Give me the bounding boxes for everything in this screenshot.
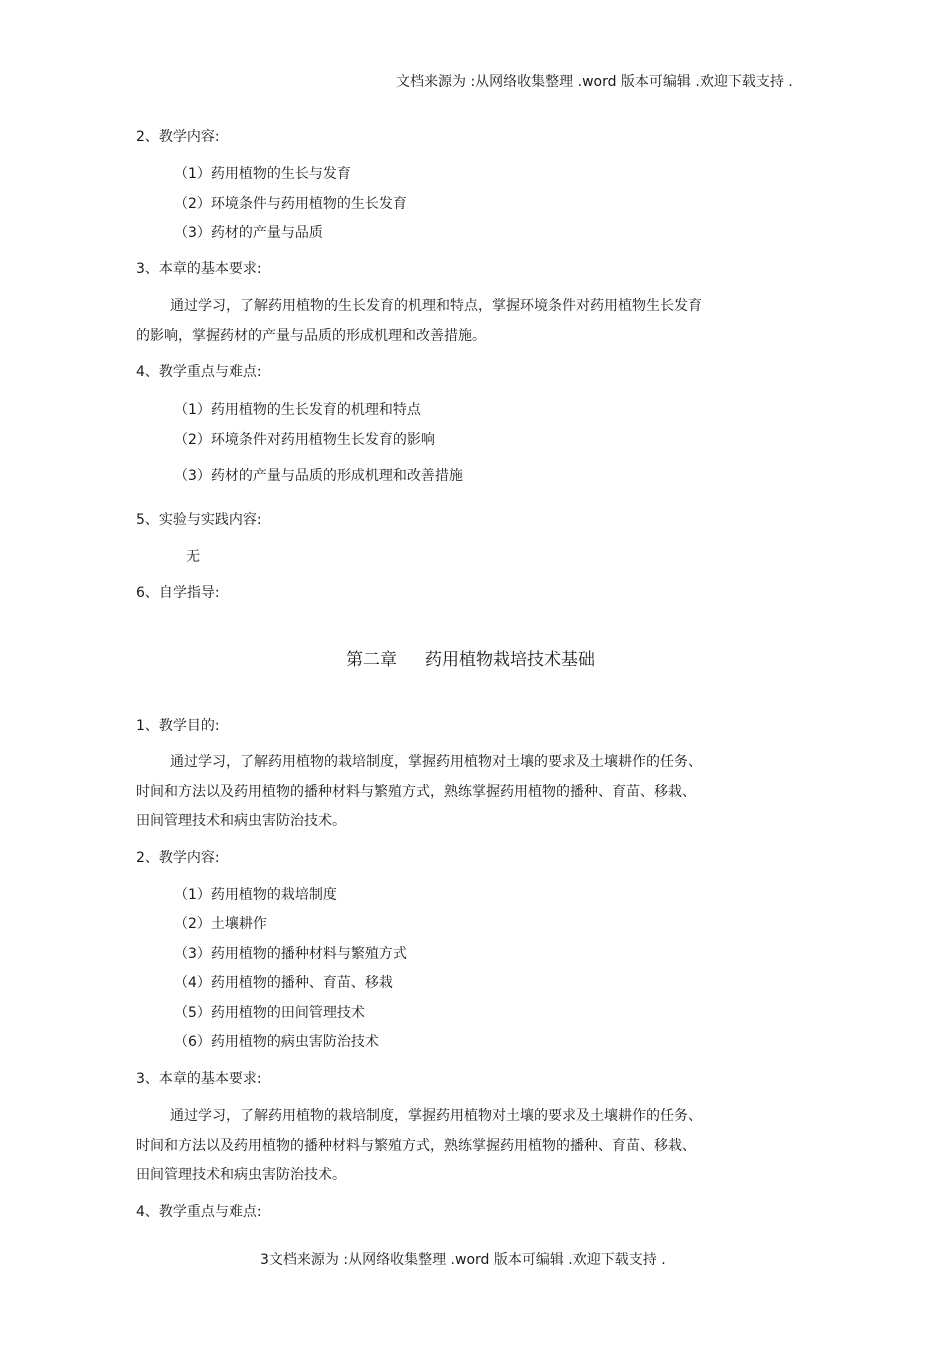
section-heading-teaching-content: 2、教学内容:	[136, 850, 220, 866]
list-item: （2）土壤耕作	[174, 916, 267, 932]
list-item: （2）环境条件与药用植物的生长发育	[174, 196, 407, 212]
paragraph-line: 的影响，掌握药材的产量与品质的形成机理和改善措施。	[136, 328, 486, 344]
list-item: （1）药用植物的生长与发育	[174, 166, 351, 182]
list-item: （3）药材的产量与品质	[174, 225, 323, 241]
section-heading-experiment: 5、实验与实践内容:	[136, 512, 262, 528]
list-item: （1）药用植物的生长发育的机理和特点	[174, 402, 421, 418]
section-heading-requirements: 3、本章的基本要求:	[136, 1071, 262, 1087]
list-item: （4）药用植物的播种、育苗、移栽	[174, 975, 393, 991]
section-heading-self-study: 6、自学指导:	[136, 585, 220, 601]
paragraph-line: 时间和方法以及药用植物的播种材料与繁殖方式，熟练掌握药用植物的播种、育苗、移栽、	[136, 784, 696, 800]
list-item: （2）环境条件对药用植物生长发育的影响	[174, 432, 435, 448]
paragraph-line: 田间管理技术和病虫害防治技术。	[136, 813, 346, 829]
chapter-name: 药用植物栽培技术基础	[425, 650, 595, 670]
section-heading-focus: 4、教学重点与难点:	[136, 364, 262, 380]
footer-text: 文档来源为 :从网络收集整理 .word 版本可编辑 .欢迎下载支持 .	[268, 1252, 666, 1268]
section-heading-focus: 4、教学重点与难点:	[136, 1204, 262, 1220]
page-header: 文档来源为 :从网络收集整理 .word 版本可编辑 .欢迎下载支持 .	[396, 74, 793, 90]
section-heading-goal: 1、教学目的:	[136, 718, 220, 734]
page-footer	[260, 1250, 666, 1270]
paragraph-line: 田间管理技术和病虫害防治技术。	[136, 1167, 346, 1183]
section-heading-teaching-content: 2、教学内容:	[136, 129, 220, 145]
paragraph-line: 通过学习，了解药用植物的栽培制度，掌握药用植物对土壤的要求及土壤耕作的任务、	[170, 754, 702, 770]
experiment-value: 无	[186, 549, 200, 565]
list-item: （6）药用植物的病虫害防治技术	[174, 1034, 379, 1050]
list-item: （3）药材的产量与品质的形成机理和改善措施	[174, 468, 463, 484]
paragraph-line: 时间和方法以及药用植物的播种材料与繁殖方式，熟练掌握药用植物的播种、育苗、移栽、	[136, 1138, 696, 1154]
chapter-number: 第二章	[346, 650, 397, 670]
paragraph-line: 通过学习，了解药用植物的生长发育的机理和特点，掌握环境条件对药用植物生长发育	[170, 298, 702, 314]
list-item: （5）药用植物的田间管理技术	[174, 1005, 365, 1021]
paragraph-line: 通过学习，了解药用植物的栽培制度，掌握药用植物对土壤的要求及土壤耕作的任务、	[170, 1108, 702, 1124]
chapter-title	[346, 649, 595, 671]
list-item: （1）药用植物的栽培制度	[174, 887, 337, 903]
page-number: 3	[260, 1252, 269, 1268]
list-item: （3）药用植物的播种材料与繁殖方式	[174, 946, 407, 962]
section-heading-requirements: 3、本章的基本要求:	[136, 261, 262, 277]
